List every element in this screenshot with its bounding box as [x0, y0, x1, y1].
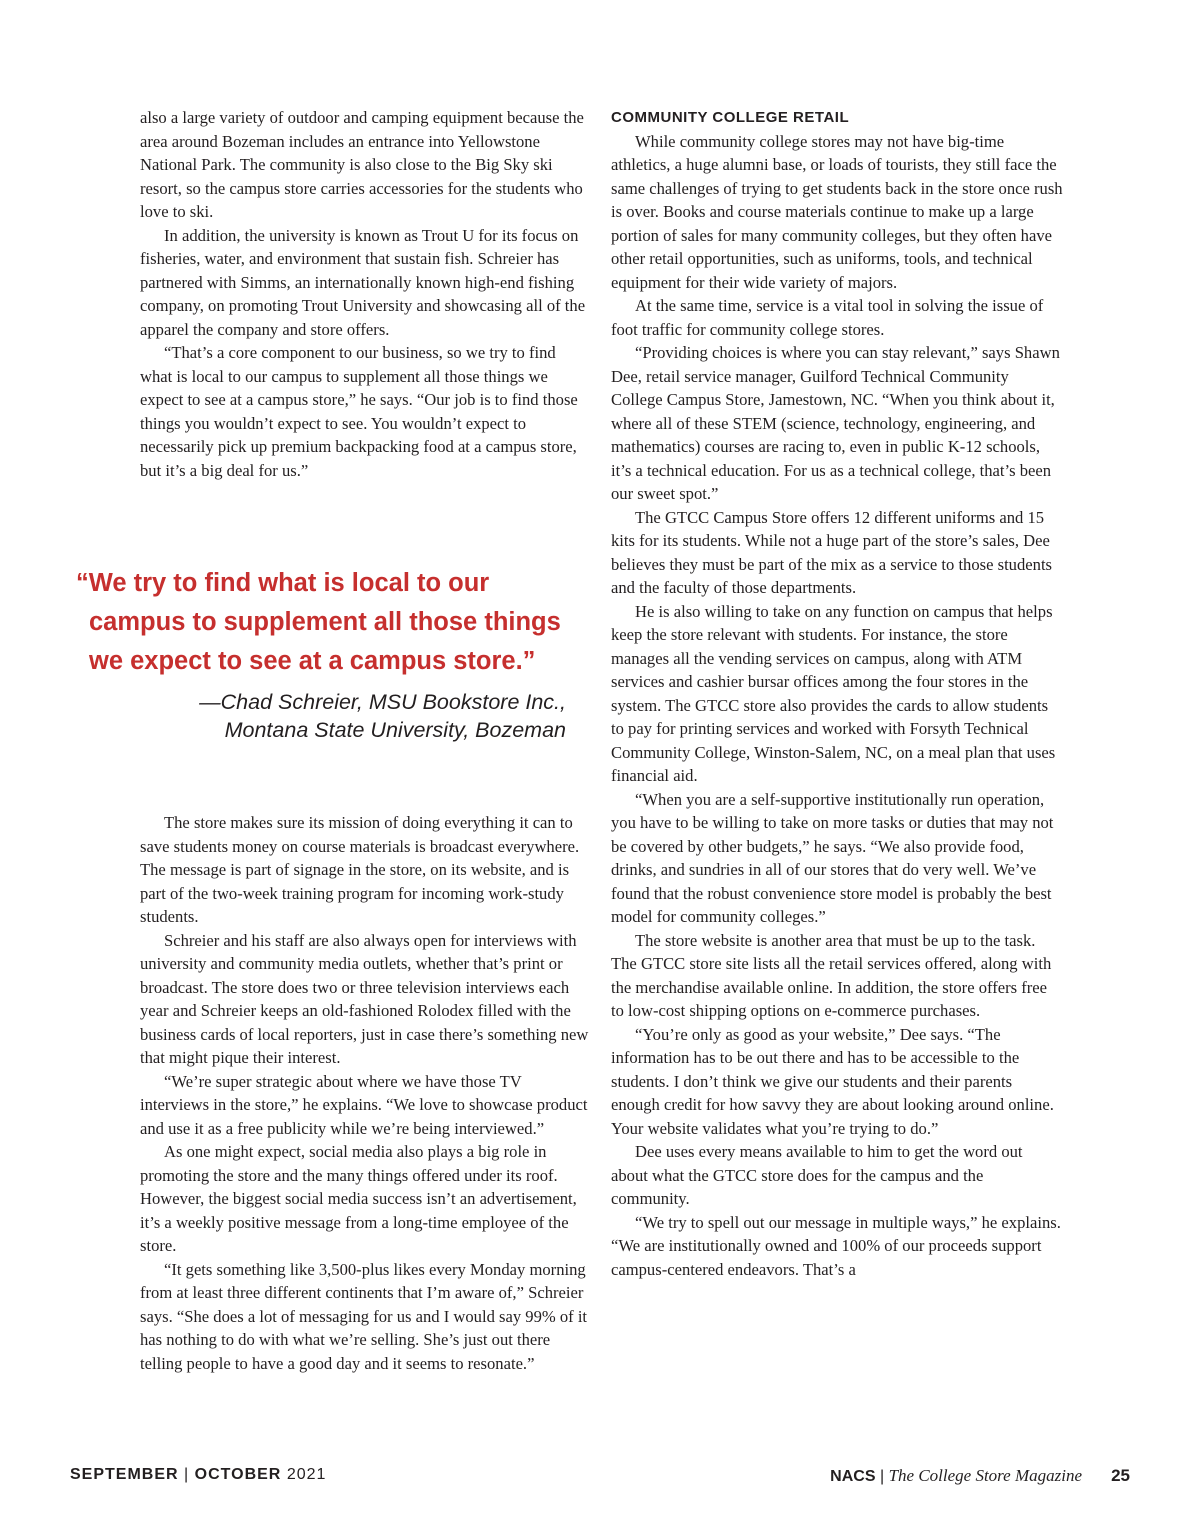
body-paragraph: “Providing choices is where you can stay relevant,” says Shawn Dee, retail service manager, Guilford Technical Community College Campus Store, Jamestown, NC. “When you think about it, where all of these STEM (science, technology, engineering, and mathematics) courses are racing to, even in public K-12 schools, it’s a technical education. For us as a technical college, that’s been our sweet spot.”: [611, 343, 1060, 503]
attribution-line: —Chad Schreier, MSU Bookstore Inc.,: [199, 690, 566, 714]
issue-year: 2021: [286, 1466, 327, 1483]
body-paragraph: Dee uses every means available to him to get the word out about what the GTCC store does for the campus and the community.: [611, 1142, 1023, 1208]
body-paragraph: “It gets something like 3,500-plus likes every Monday morning from at least three different continents that I’m aware of,” Schreier says. “She does a lot of messaging for us and I would say 99% of it has nothing to do with what we’re selling. She’s just out there telling people to have a good day and it seems to resonate.”: [140, 1259, 588, 1373]
pull-quote-line: “We try to find what is local to our: [76, 569, 490, 597]
issue-month: SEPTEMBER: [70, 1466, 179, 1483]
pull-quote: [76, 564, 596, 744]
pull-quote-text: [76, 564, 596, 681]
body-paragraph: While community college stores may not have big-time athletics, a huge alumni base, or loads of tourists, they still face the same challenges of trying to get students back in the store once rush is over. Books and course materials continue to make up a large portion of sales for many community colleges, but they often have other retail opportunities, such as uniforms, tools, and technical equipment for their wide variety of majors.: [611, 131, 1063, 292]
right-column: [611, 106, 1063, 1281]
pull-quote-line: we expect to see at a campus store.”: [89, 647, 536, 675]
body-paragraph: “We try to spell out our message in multiple ways,” he explains. “We are institutionally owned and 100% of our proceeds support campus-centered endeavors. That’s a: [611, 1212, 1061, 1279]
body-paragraph: Schreier and his staff are also always open for interviews with university and community media outlets, whether that’s print or broadcast. The store does two or three television interviews each year and Schreier keeps an old-fashioned Rolodex filled with the business cards of local reporters, just in case there’s something new that might pique their interest.: [140, 930, 589, 1067]
section-heading: COMMUNITY COLLEGE RETAIL: [611, 109, 850, 126]
footer-separator: |: [879, 1468, 885, 1485]
page-number: 25: [1111, 1466, 1130, 1485]
body-paragraph: The store website is another area that must be up to the task. The GTCC store site lists all the retail services offered, along with the merchandise available online. In addition, the store offers free to low-cost shipping options on e-commerce purchases.: [611, 930, 1052, 1020]
footer-separator: |: [184, 1466, 190, 1483]
issue-date: [70, 1466, 326, 1484]
body-paragraph: As one might expect, social media also plays a big role in promoting the store and the many things offered under its roof. However, the biggest social media success isn’t an advertisement, it’s a weekly positive message from a long-time employee of the store.: [140, 1142, 577, 1255]
body-paragraph: In addition, the university is known as Trout U for its focus on fisheries, water, and environment that sustain fish. Schreier has partnered with Simms, an internationally known high-end fishing company, on promoting Trout University and showcasing all of the apparel the company and store offers.: [140, 225, 586, 339]
magazine-name: The College Store Magazine: [888, 1466, 1082, 1485]
body-paragraph: “When you are a self-supportive institutionally run operation, you have to be willing to take on more tasks or duties that may not be covered by other budgets,” he says. “We also provide food, drinks, and sundries in all of our stores that do very well. We’ve found that the robust convenience store model is probably the best model for community colleges.”: [611, 789, 1054, 926]
org-name: NACS: [830, 1468, 876, 1485]
body-paragraph: “You’re only as good as your website,” Dee says. “The information has to be out there and has to be accessible to the students. I don’t think we give our students and their parents enough credit for how savvy they are about looking around online. Your website validates what you’re trying to do.”: [611, 1024, 1054, 1138]
pull-quote-attribution: [76, 688, 566, 744]
page-footer: [70, 1466, 1130, 1490]
body-paragraph: At the same time, service is a vital tool in solving the issue of foot traffic for community college stores.: [611, 296, 1044, 339]
pull-quote-line: campus to supplement all those things: [89, 608, 561, 636]
issue-month: OCTOBER: [194, 1466, 282, 1483]
magazine-credit: [830, 1466, 1082, 1486]
left-column-bottom: [140, 811, 592, 1375]
body-paragraph: The store makes sure its mission of doing everything it can to save students money on course materials is broadcast everywhere. The message is part of signage in the store, on its website, and is part of the two-week training program for incoming work-study students.: [140, 813, 580, 926]
body-paragraph: “We’re super strategic about where we have those TV interviews in the store,” he explains. “We love to showcase product and use it as a free publicity while we’re being interviewed.”: [140, 1071, 588, 1138]
body-paragraph: also a large variety of outdoor and camping equipment because the area around Bozeman includes an entrance into Yellowstone National Park. The community is also close to the Big Sky ski resort, so the campus store carries accessories for the students who love to ski.: [140, 108, 584, 221]
body-paragraph: The GTCC Campus Store offers 12 different uniforms and 15 kits for its students. While not a huge part of the store’s sales, Dee believes they must be part of the mix as a service to those students and the faculty of those departments.: [611, 507, 1053, 597]
attribution-line: Montana State University, Bozeman: [224, 718, 566, 742]
body-paragraph: “That’s a core component to our business, so we try to find what is local to our campus to supplement all those things we expect to see at a campus store,” he says. “Our job is to find those things you wouldn’t expect to see. You wouldn’t expect to necessarily pick up premium backpacking food at a campus store, but it’s a big deal for us.”: [140, 343, 578, 480]
body-paragraph: He is also willing to take on any function on campus that helps keep the store relevant with students. For instance, the store manages all the vending services on campus, along with ATM services and cashier bursar offices among the four stores in the system. The GTCC store also provides the cards to allow students to pay for printing services and worked with Forsyth Technical Community College, Winston-Salem, NC, on a meal plan that uses financial aid.: [611, 601, 1056, 785]
left-column-top: [140, 106, 586, 482]
